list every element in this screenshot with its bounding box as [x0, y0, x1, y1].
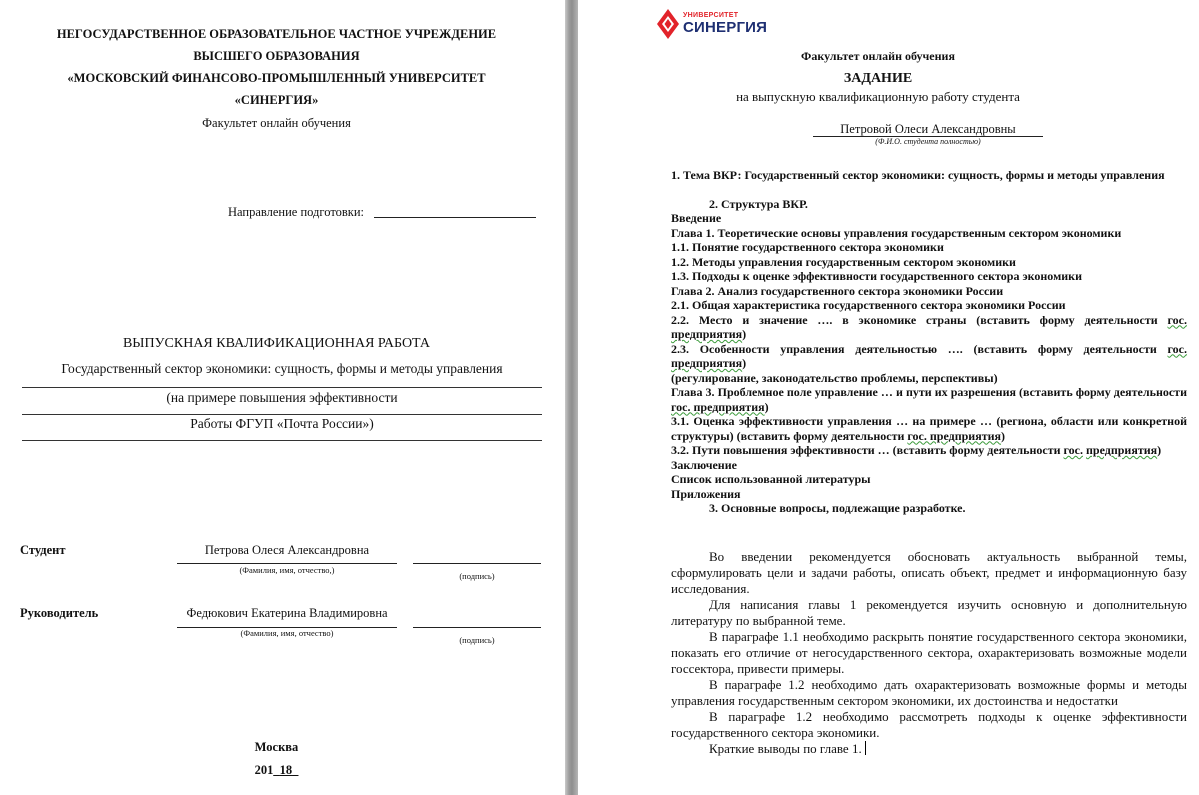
student-label: Студент — [20, 543, 66, 557]
task-student-caption: (Ф.И.О. студента полностью) — [875, 137, 981, 146]
university-line-3: «МОСКОВСКИЙ ФИНАНСОВО-ПРОМЫШЛЕННЫЙ УНИВЕРСИТЕТ — [67, 71, 486, 85]
structure-conclusion: Заключение — [671, 457, 737, 472]
structure-1-1: 1.1. Понятие государственного сектора экономики — [671, 240, 944, 254]
questions-body — [671, 549, 1187, 757]
university-line-1: НЕГОСУДАРСТВЕННОЕ ОБРАЗОВАТЕЛЬНОЕ ЧАСТНОЕ УЧРЕЖДЕНИЕ — [56, 27, 497, 41]
topic-rule-2 — [22, 414, 542, 415]
structure-chapter-2: Глава 2. Анализ государственного сектора экономики России — [671, 283, 1004, 298]
topic-line-1: Государственный сектор экономики: сущность, формы и методы управления — [61, 361, 503, 376]
synergy-logo-icon — [655, 8, 681, 40]
structure-2-2: 2.2. Место и значение …. в экономике страны (вставить форму деятельности гос. предприятия) — [671, 312, 1187, 341]
paragraph-1-2b: В параграфе 1.2 необходимо рассмотреть подходы к оценке эффективности государственного сектора экономики. — [671, 709, 1187, 740]
topic-line-3: Работы ФГУП «Почта России») — [190, 416, 374, 431]
topic-line-2: (на примере повышения эффективности — [166, 390, 398, 405]
structure-3-1: 3.1. Оценка эффективности управления … на примере … (региона, области или конкретной структуры) (вставить форму деятельности гос. предприятия) — [671, 414, 1187, 443]
structure-1-3: 1.3. Подходы к оценке эффективности государственного сектора экономики — [671, 269, 1082, 283]
paragraph-intro: Во введении рекомендуется обосновать актуальность выбранной темы, сформулировать цели и задачи работы, описать объект, предмет и информационную базу исследования. — [671, 549, 1187, 596]
university-line-4: «СИНЕРГИЯ» — [234, 93, 319, 107]
rp-faculty-label: Факультет онлайн обучения — [801, 49, 955, 63]
task-student-name: Петровой Олеси Александровны — [840, 122, 1016, 136]
paragraph-conclusion-1[interactable]: Краткие выводы по главе 1. — [671, 741, 1187, 757]
student-name: Петрова Олеся Александровна — [204, 543, 370, 557]
task-subtitle: на выпускную квалификационную работу студента — [736, 89, 1020, 104]
paragraph-1-1: В параграфе 1.1 необходимо раскрыть понятие государственного сектора экономики, показать его отличие от негосударственного сектора, охарактеризовать возможные модели госсектора, привести примеры. — [671, 629, 1187, 676]
supervisor-name-caption: (Фамилия, имя, отчество) — [240, 628, 334, 638]
structure-2-1: 2.1. Общая характеристика государственного сектора экономики России — [671, 298, 1066, 312]
student-signature-line[interactable] — [413, 563, 541, 564]
year-suffix: _18_ — [273, 763, 299, 777]
synergy-logo — [655, 8, 775, 40]
topic-heading: 1. Тема ВКР: Государственный сектор экономики: сущность, формы и методы управления — [671, 168, 1165, 182]
structure-3-2: 3.2. Пути повышения эффективности … (вставить форму деятельности гос. предприятия) — [671, 443, 1162, 457]
student-signature-caption: (подпись) — [459, 571, 495, 581]
direction-field-line[interactable] — [374, 217, 536, 218]
structure-1-2: 1.2. Методы управления государственным сектором экономики — [671, 254, 1016, 269]
direction-label: Направление подготовки: — [228, 205, 364, 219]
topic-rule-3 — [22, 440, 542, 441]
paragraph-1-2: В параграфе 1.2 необходимо дать охарактеризовать возможные формы и методы управления государственным сектором экономики, их достоинства и недостатки — [671, 677, 1187, 708]
structure-2-3-sub: (регулирование, законодательство проблемы, перспективы) — [671, 370, 998, 385]
paragraph-chapter-1: Для написания главы 1 рекомендуется изучить основную и дополнительную литературу по выбранной теме. — [671, 597, 1187, 628]
page-gutter — [565, 0, 578, 795]
student-name-caption: (Фамилия, имя, отчество,) — [239, 565, 335, 575]
structure-block — [671, 168, 1187, 516]
structure-appendix: Приложения — [671, 486, 741, 501]
topic-rule-1 — [22, 387, 542, 388]
supervisor-signature-line[interactable] — [413, 627, 541, 628]
questions-heading: 3. Основные вопросы, подлежащие разработке. — [709, 501, 966, 515]
task-title: ЗАДАНИЕ — [843, 71, 913, 86]
faculty-label: Факультет онлайн обучения — [202, 116, 351, 130]
structure-literature: Список использованной литературы — [671, 472, 871, 486]
title-page — [0, 0, 565, 795]
logo-big-text: СИНЕРГИЯ — [683, 19, 768, 36]
work-title: ВЫПУСКНАЯ КВАЛИФИКАЦИОННАЯ РАБОТА — [122, 336, 431, 351]
structure-heading: 2. Структура ВКР. — [709, 196, 808, 211]
supervisor-name: Федюкович Екатерина Владимировна — [186, 606, 388, 620]
text-cursor — [865, 741, 866, 755]
year-label — [0, 763, 553, 778]
logo-small-text: УНИВЕРСИТЕТ — [683, 12, 739, 19]
supervisor-label: Руководитель — [20, 606, 99, 620]
city-label: Москва — [254, 740, 299, 754]
task-page — [578, 0, 1199, 795]
structure-intro: Введение — [671, 211, 722, 225]
student-name-line — [177, 563, 397, 564]
structure-chapter-3: Глава 3. Проблемное поле управление … и пути их разрешения (вставить форму деятельности гос. предприятия) — [671, 385, 1187, 414]
university-line-2: ВЫСШЕГО ОБРАЗОВАНИЯ — [193, 49, 360, 63]
structure-chapter-1: Глава 1. Теоретические основы управления государственным сектором экономики — [671, 225, 1122, 240]
supervisor-signature-caption: (подпись) — [459, 635, 495, 645]
structure-2-3: 2.3. Особенности управления деятельностью …. (вставить форму деятельности гос. предприятия) — [671, 341, 1188, 370]
year-prefix: 201 — [254, 763, 274, 777]
